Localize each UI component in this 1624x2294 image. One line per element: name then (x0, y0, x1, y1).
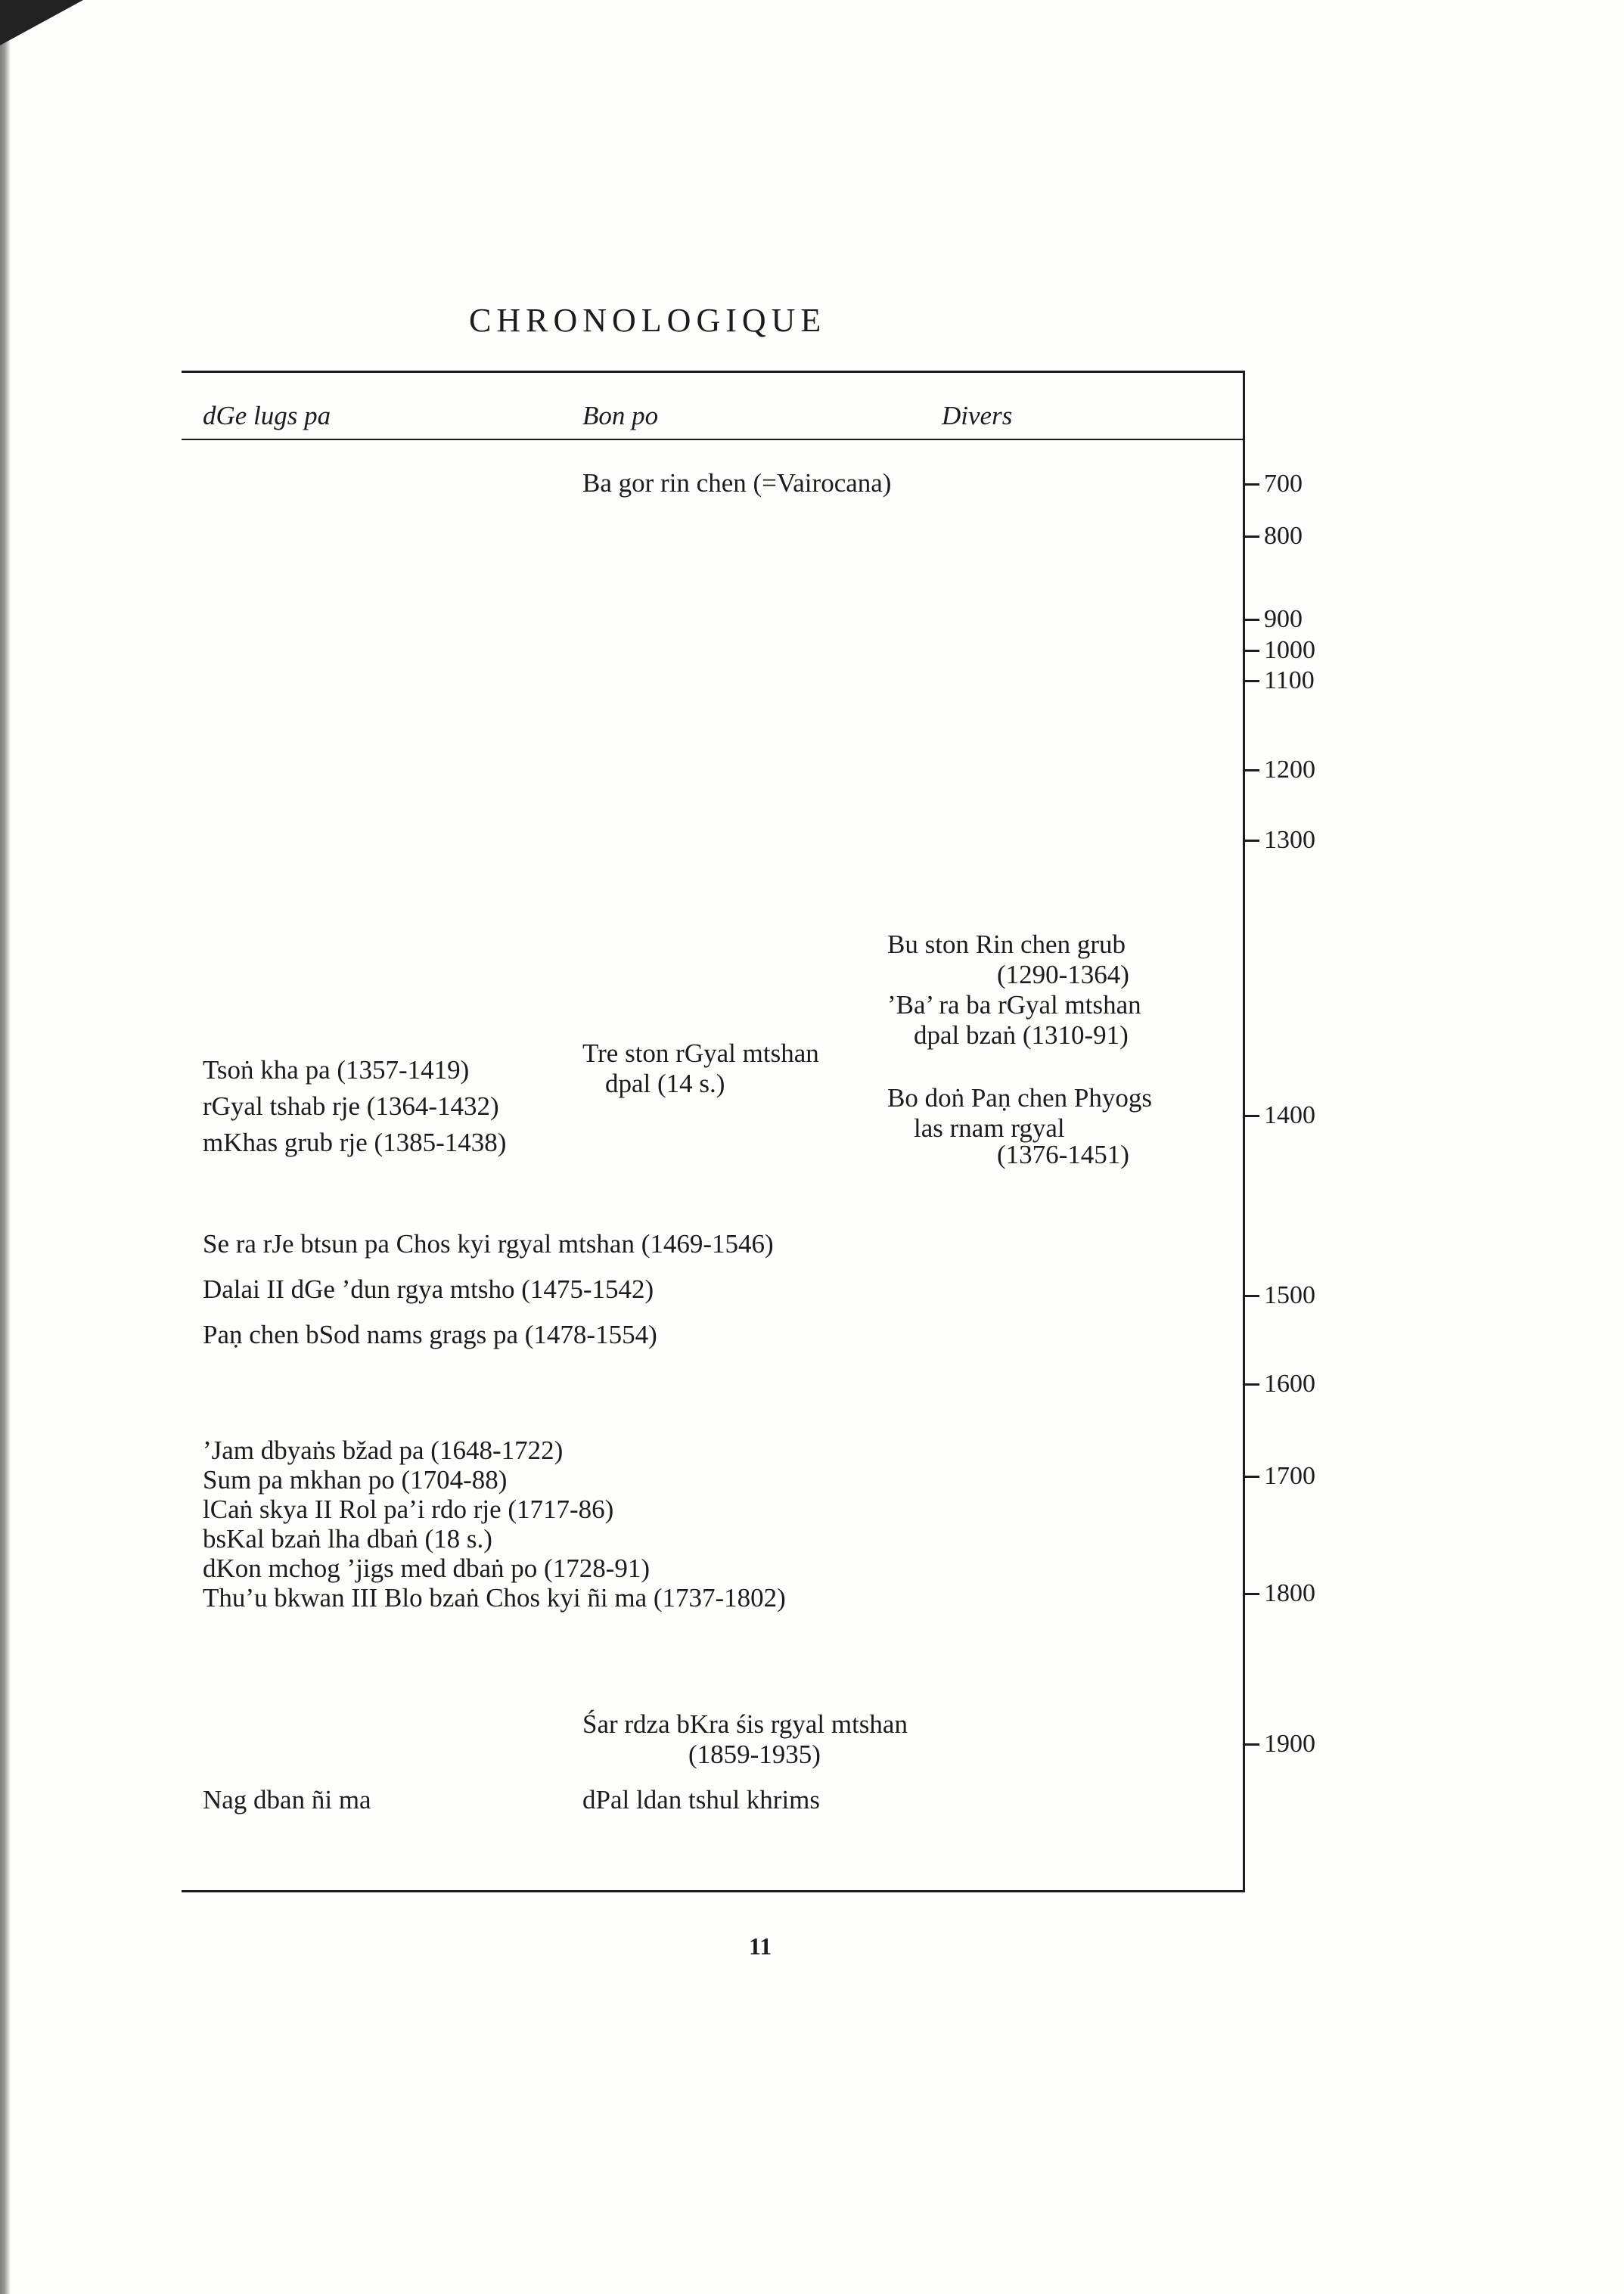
year-tick (1243, 769, 1259, 771)
year-label: 900 (1264, 605, 1303, 633)
entry-jamdbyans: ’Jam dbyaṅs bžad pa (1648-1722) (203, 1436, 564, 1465)
year-tick (1243, 650, 1259, 652)
column-header-divers: Divers (942, 401, 1013, 430)
table-top-rule (182, 371, 1245, 373)
table-bottom-rule (182, 1890, 1245, 1892)
entry-panchen: Paṇ chen bSod nams grags pa (1478-1554) (203, 1320, 657, 1349)
year-label: 1500 (1264, 1281, 1315, 1309)
year-label: 1300 (1264, 826, 1315, 854)
year-tick (1243, 535, 1259, 538)
year-label: 1800 (1264, 1579, 1315, 1607)
entry-lcan: lCaṅ skya II Rol pa’i rdo rje (1717-86) (203, 1495, 614, 1524)
entry-sera: Se ra rJe btsun pa Chos kyi rgyal mtshan (1469-1546) (203, 1229, 774, 1259)
entry-bara-line1: ’Ba’ ra ba rGyal mtshan (887, 990, 1141, 1020)
entry-bodon-line3: (1376-1451) (997, 1140, 1129, 1169)
book-binding-edge (0, 0, 27, 2294)
year-label: 700 (1264, 470, 1303, 498)
year-tick (1243, 1383, 1259, 1386)
year-tick (1243, 1115, 1259, 1117)
year-tick (1243, 1476, 1259, 1478)
page-corner-shadow (0, 0, 83, 45)
entry-thuu: Thu’u bkwan III Blo bzaṅ Chos kyi ñi ma (1737-1802) (203, 1583, 786, 1613)
year-tick (1243, 1743, 1259, 1746)
entry-treston-line2: dpal (14 s.) (605, 1069, 725, 1098)
year-tick (1243, 1295, 1259, 1297)
column-header-dge-lugs-pa: dGe lugs pa (203, 401, 331, 430)
table-right-rule (1243, 371, 1245, 1892)
entry-khasgrub: mKhas grub rje (1385-1438) (203, 1128, 507, 1157)
entry-bodon-line1: Bo doṅ Paṇ chen Phyogs (887, 1083, 1152, 1113)
year-label: 1600 (1264, 1370, 1315, 1398)
year-label: 1100 (1264, 666, 1315, 694)
year-label: 800 (1264, 522, 1303, 550)
year-tick (1243, 483, 1259, 486)
year-tick (1243, 619, 1259, 621)
column-header-bon-po: Bon po (582, 401, 659, 430)
year-label: 1900 (1264, 1730, 1315, 1758)
entry-dalai: Dalai II dGe ’dun rgya mtsho (1475-1542) (203, 1274, 654, 1304)
entry-treston-line1: Tre ston rGyal mtshan (582, 1038, 819, 1068)
entry-dkon: dKon mchog ’jigs med dbaṅ po (1728-91) (203, 1554, 651, 1583)
entry-nag: Nag dban ñi ma (203, 1785, 371, 1814)
entry-tsonkha: Tsoṅ kha pa (1357-1419) (203, 1055, 470, 1085)
page-title: CHRONOLOGIQUE (469, 302, 827, 339)
year-label: 1700 (1264, 1462, 1315, 1490)
entry-buston-line2: (1290-1364) (997, 960, 1129, 989)
entry-sar-line2: (1859-1935) (688, 1740, 821, 1769)
year-label: 1400 (1264, 1101, 1315, 1129)
entry-bara-line2: dpal bzaṅ (1310-91) (914, 1020, 1129, 1050)
entry-sar-line1: Śar rdza bKra śis rgyal mtshan (582, 1709, 908, 1739)
year-label: 1000 (1264, 636, 1315, 664)
year-tick (1243, 680, 1259, 682)
entry-dpal: dPal ldan tshul khrims (582, 1785, 821, 1814)
page-number: 11 (749, 1932, 772, 1960)
year-tick (1243, 840, 1259, 842)
year-tick (1243, 1593, 1259, 1595)
entry-bskal: bsKal bzaṅ lha dbaṅ (18 s.) (203, 1524, 492, 1554)
entry-bagor: Ba gor rin chen (=Vairocana) (582, 468, 892, 498)
entry-gyaltshab: rGyal tshab rje (1364-1432) (203, 1091, 499, 1121)
entry-buston-line1: Bu ston Rin chen grub (887, 930, 1126, 959)
table-header-rule (182, 439, 1245, 440)
year-label: 1200 (1264, 756, 1315, 784)
entry-sumpa: Sum pa mkhan po (1704-88) (203, 1465, 508, 1495)
entry-bodon-line2: las rnam rgyal (914, 1113, 1065, 1143)
